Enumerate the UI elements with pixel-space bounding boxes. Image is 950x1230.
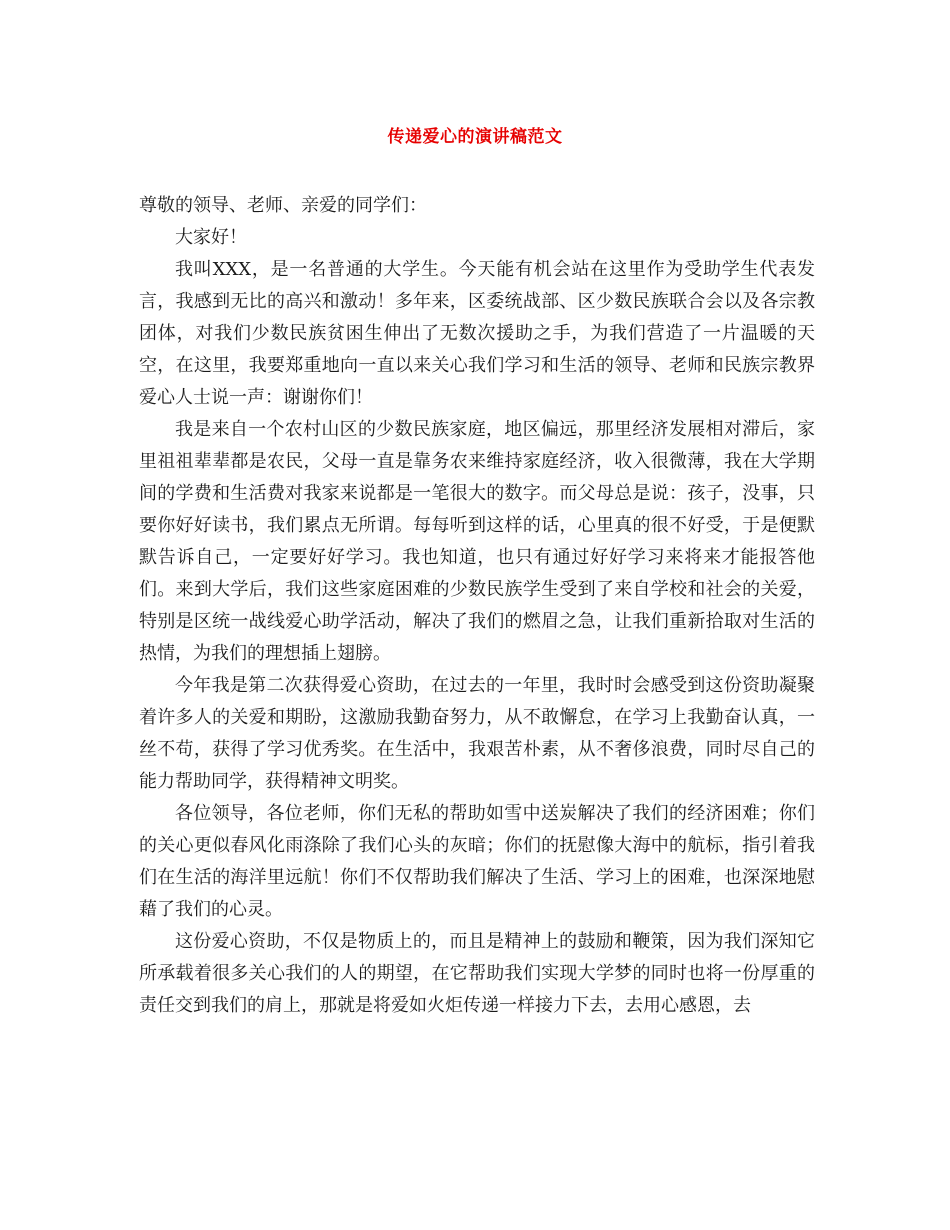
paragraph: 各位领导，各位老师，你们无私的帮助如雪中送炭解决了我们的经济困难；你们的关心更似春风化雨涤除了我们心头的灰暗；你们的抚慰像大海中的航标，指引着我们在生活的海洋里远航！你们不仅帮助我们解决了生活、学习上的困难，也深深地慰藉了我们的心灵。 (139, 803, 815, 920)
document-title: 传递爱心的演讲稿范文 (387, 127, 563, 147)
paragraph: 我是来自一个农村山区的少数民族家庭，地区偏远，那里经济发展相对滞后，家里祖祖辈辈都是农民，父母一直是靠务农来维持家庭经济，收入很微薄，我在大学期间的学费和生活费对我家来说都是一笔很大的数字。而父母总是说：孩子，没事，只要你好好读书，我们累点无所谓。每每听到这样的话，心里真的很不好受，于是便默默告诉自己，一定要好好学习。我也知道，也只有通过好好学习来将来才能报答他们。来到大学后，我们这些家庭困难的少数民族学生受到了来自学校和社会的关爱，特别是区统一战线爱心助学活动，解决了我们的燃眉之急，让我们重新拾取对生活的热情，为我们的理想插上翅膀。 (139, 419, 815, 664)
paragraph: 今年我是第二次获得爱心资助，在过去的一年里，我时时会感受到这份资助凝聚着许多人的关爱和期盼，这激励我勤奋努力，从不敢懈怠，在学习上我勤奋认真，一丝不苟，获得了学习优秀奖。在生活中，我艰苦朴素，从不奢侈浪费，同时尽自己的能力帮助同学，获得精神文明奖。 (139, 675, 815, 792)
salutation: 尊敬的领导、老师、亲爱的同学们： (139, 195, 427, 216)
document-body (139, 190, 815, 1022)
paragraph: 这份爱心资助，不仅是物质上的，而且是精神上的鼓励和鞭策，因为我们深知它所承载着很多关心我们的人的期望，在它帮助我们实现大学梦的同时也将一份厚重的责任交到我们的肩上，那就是将爱如火炬传递一样接力下去，去用心感恩，去 (139, 931, 815, 1016)
paragraph: 我叫XXX，是一名普通的大学生。今天能有机会站在这里作为受助学生代表发言，我感到无比的高兴和激动！多年来，区委统战部、区少数民族联合会以及各宗教团体，对我们少数民族贫困生伸出了无数次援助之手，为我们营造了一片温暖的天空，在这里，我要郑重地向一直以来关心我们学习和生活的领导、老师和民族宗教界爱心人士说一声：谢谢你们！ (139, 259, 815, 408)
greeting: 大家好！ (175, 227, 247, 248)
